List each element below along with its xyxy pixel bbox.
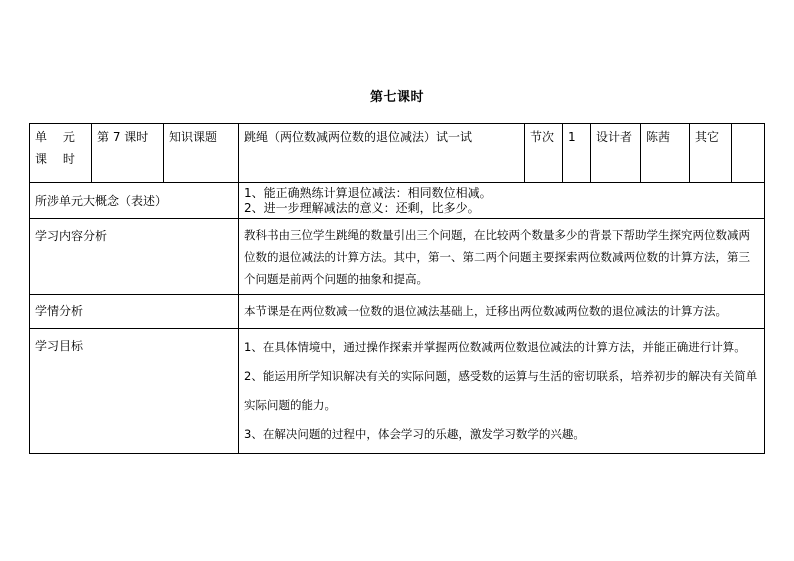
designer-value: 陈茜 <box>641 124 690 183</box>
content-analysis-row <box>30 219 765 295</box>
learner-analysis-row <box>30 295 765 329</box>
topic-label: 知识课题 <box>164 124 239 183</box>
topic-value: 跳绳（两位数减两位数的退位减法）试一试 <box>239 124 525 183</box>
big-concept-row <box>30 183 765 219</box>
designer-label: 设计者 <box>591 124 641 183</box>
objectives-row <box>30 329 765 454</box>
lesson-plan-table <box>29 123 765 454</box>
objectives-label: 学习目标 <box>30 329 239 454</box>
lesson-number: 第 7 课时 <box>92 124 164 183</box>
content-analysis-label: 学习内容分析 <box>30 219 239 295</box>
other-value <box>732 124 765 183</box>
big-concept-item: 2、进一步理解减法的意义：还剩，比多少。 <box>244 201 480 215</box>
objective-item: 3、在解决问题的过程中，体会学习的乐趣，激发学习数学的兴趣。 <box>244 427 585 441</box>
big-concept-label: 所涉单元大概念（表述） <box>30 183 239 219</box>
page-title: 第七课时 <box>369 90 424 105</box>
other-label: 其它 <box>690 124 732 183</box>
unit-label: 单 元 课 时 <box>30 124 92 183</box>
big-concept-value <box>239 183 765 219</box>
section-value: 1 <box>563 124 591 183</box>
objectives-value <box>239 329 765 454</box>
big-concept-item: 1、能正确熟练计算退位减法：相同数位相减。 <box>244 186 492 200</box>
content-analysis-text: 教科书由三位学生跳绳的数量引出三个问题，在比较两个数量多少的背景下帮助学生探究两位数减两位数的退位减法的计算方法。其中，第一、第二两个问题主要探索两位数减两位数的计算方法，第三个问题是前两个问题的抽象和提高。 <box>239 219 765 295</box>
section-label: 节次 <box>525 124 563 183</box>
header-row <box>30 124 765 183</box>
learner-analysis-label: 学情分析 <box>30 295 239 329</box>
objective-item: 1、在具体情境中，通过操作探索并掌握两位数减两位数退位减法的计算方法，并能正确进行计算。 <box>244 340 746 354</box>
learner-analysis-text: 本节课是在两位数减一位数的退位减法基础上，迁移出两位数减两位数的退位减法的计算方法。 <box>239 295 765 329</box>
objective-item: 2、能运用所学知识解决有关的实际问题，感受数的运算与生活的密切联系，培养初步的解决有关简单实际问题的能力。 <box>244 369 758 412</box>
